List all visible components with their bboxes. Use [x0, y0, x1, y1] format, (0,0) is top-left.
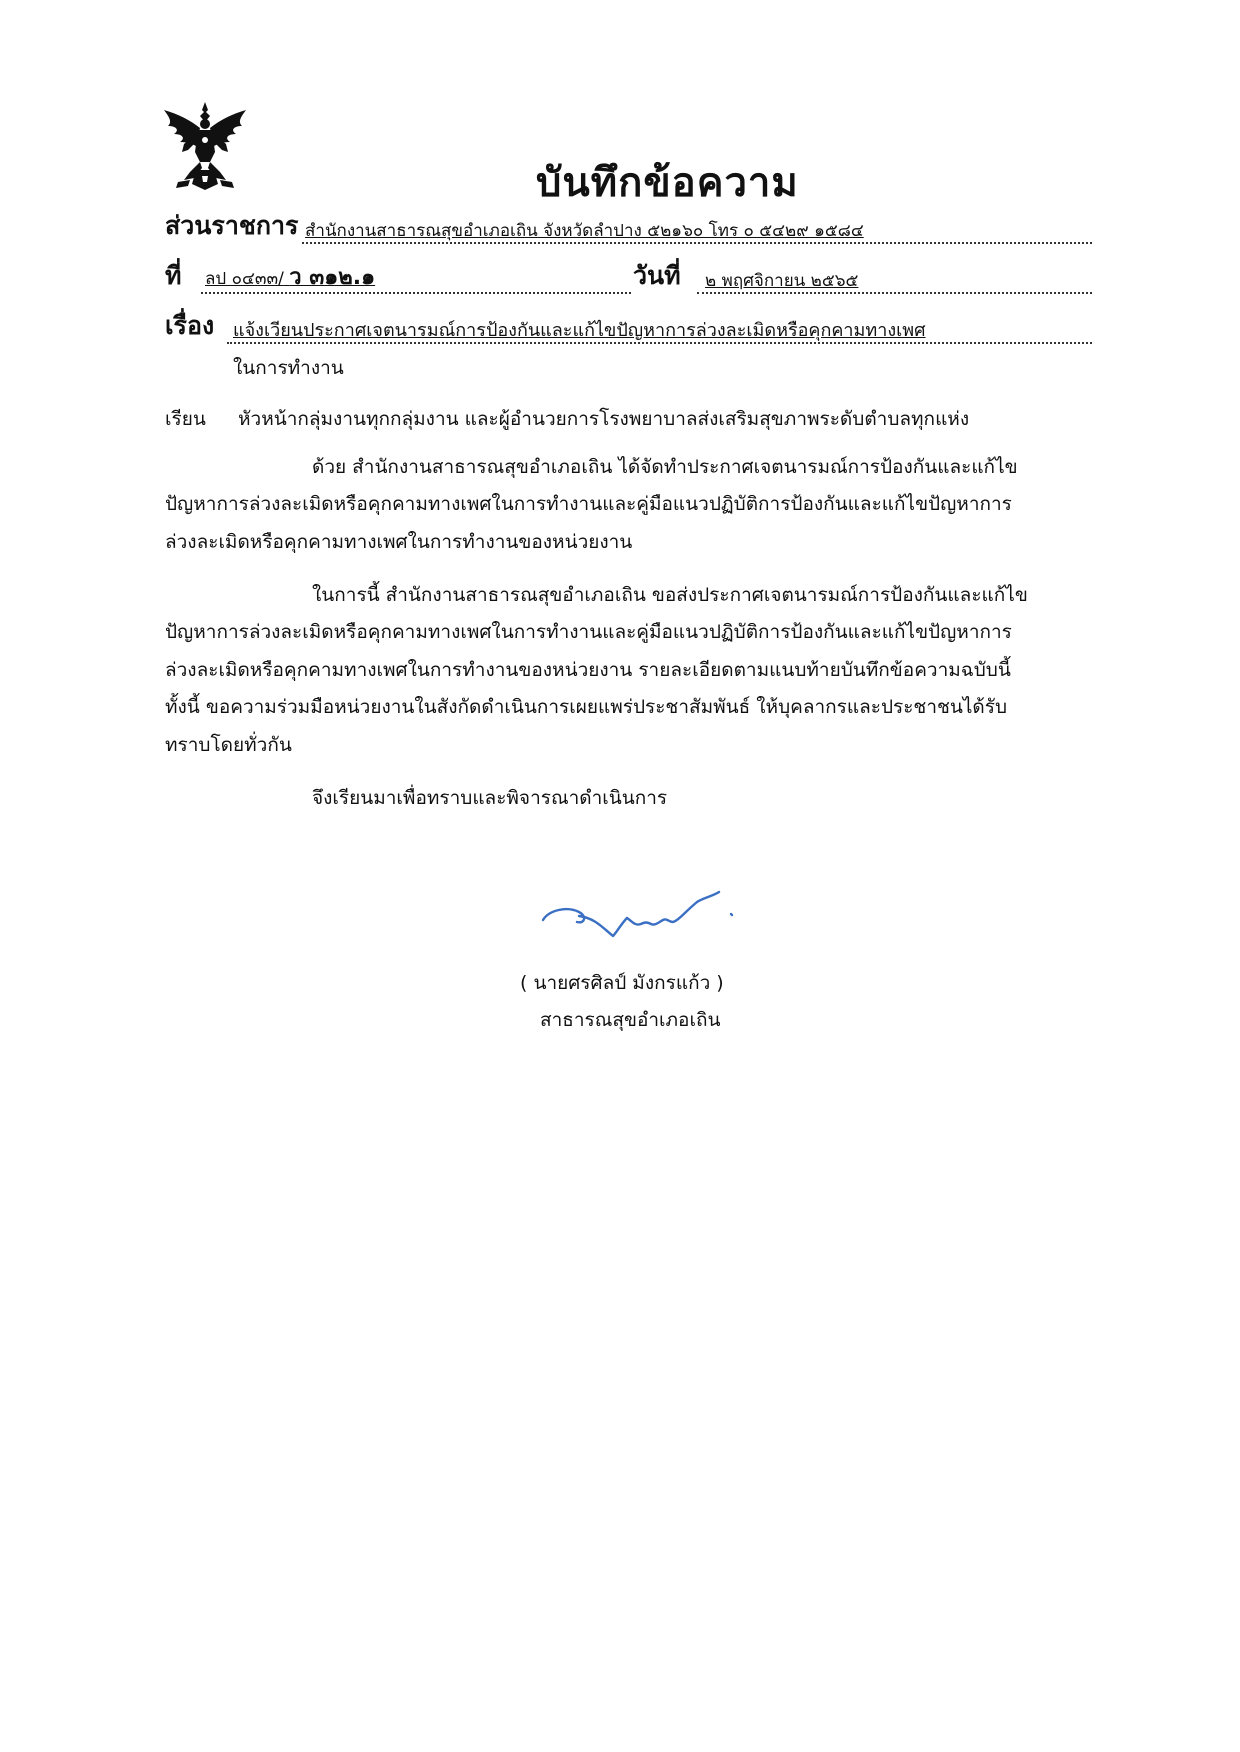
- para2-line-2: ปัญหาการล่วงละเมิดหรือคุกคามทางเพศในการทำงานและคู่มือแนวปฏิบัติการป้องกันและแก้ไขปัญหาการ: [165, 621, 1012, 643]
- agency-row: [165, 212, 1105, 252]
- agency-label: ส่วนราชการ: [165, 211, 299, 240]
- signatory-position: สาธารณสุขอำเภอเถิน: [540, 1009, 721, 1031]
- reference-date-row: [165, 262, 1105, 302]
- garuda-emblem-icon: [160, 100, 250, 192]
- para1-line-1: ด้วย สำนักงานสาธารณสุขอำเภอเถิน ได้จัดทำประกาศเจตนารมณ์การป้องกันและแก้ไข: [312, 456, 1018, 478]
- subject-line-2: ในการทำงาน: [233, 357, 344, 379]
- document-title: บันทึกข้อความ: [536, 160, 799, 206]
- para2-line-3: ล่วงละเมิดหรือคุกคามทางเพศในการทำงานของหน่วยงาน รายละเอียดตามแนบท้ายบันทึกข้อความฉบับนี้: [165, 659, 1011, 681]
- reference-value: [205, 259, 375, 294]
- para2-line-4: ทั้งนี้ ขอความร่วมมือหน่วยงานในสังกัดดำเนินการเผยแพร่ประชาสัมพันธ์ ให้บุคลากรและประชาชนได้รับ: [165, 696, 1008, 718]
- signatory-name: ( นายศรศิลป์ มังกรแก้ว ): [520, 972, 724, 994]
- reference-suffix: ว ๓๑๒.๑: [289, 265, 376, 290]
- closing-text: จึงเรียนมาเพื่อทราบและพิจารณาดำเนินการ: [312, 787, 668, 809]
- subject-line-1: แจ้งเวียนประกาศเจตนารมณ์การป้องกันและแก้ไขปัญหาการล่วงละเมิดหรือคุกคามทางเพศ: [233, 320, 926, 341]
- para2-line-5: ทราบโดยทั่วกัน: [165, 734, 292, 756]
- date-label: วันที่: [633, 261, 681, 290]
- para1-line-2: ปัญหาการล่วงละเมิดหรือคุกคามทางเพศในการทำงานและคู่มือแนวปฏิบัติการป้องกันและแก้ไขปัญหาการ: [165, 493, 1012, 515]
- para1-line-3: ล่วงละเมิดหรือคุกคามทางเพศในการทำงานของหน่วยงาน: [165, 531, 633, 553]
- to-label: เรียน: [165, 408, 206, 430]
- reference-label: ที่: [165, 261, 182, 290]
- date-value: ๒ พฤศจิกายน ๒๕๖๕: [705, 271, 859, 291]
- subject-label: เรื่อง: [165, 311, 215, 340]
- reference-prefix: ลป ๐๔๓๓/: [205, 269, 284, 289]
- handwritten-signature: [535, 888, 745, 948]
- subject-row: [165, 312, 1105, 352]
- to-value: หัวหน้ากลุ่มงานทุกกลุ่มงาน และผู้อำนวยการโรงพยาบาลส่งเสริมสุขภาพระดับตำบลทุกแห่ง: [238, 408, 970, 430]
- agency-value: สำนักงานสาธารณสุขอำเภอเถิน จังหวัดลำปาง ๕๒๑๖๐ โทร ๐ ๕๔๒๙ ๑๕๘๔: [305, 221, 864, 241]
- para2-line-1: ในการนี้ สำนักงานสาธารณสุขอำเภอเถิน ขอส่งประกาศเจตนารมณ์การป้องกันและแก้ไข: [312, 584, 1028, 606]
